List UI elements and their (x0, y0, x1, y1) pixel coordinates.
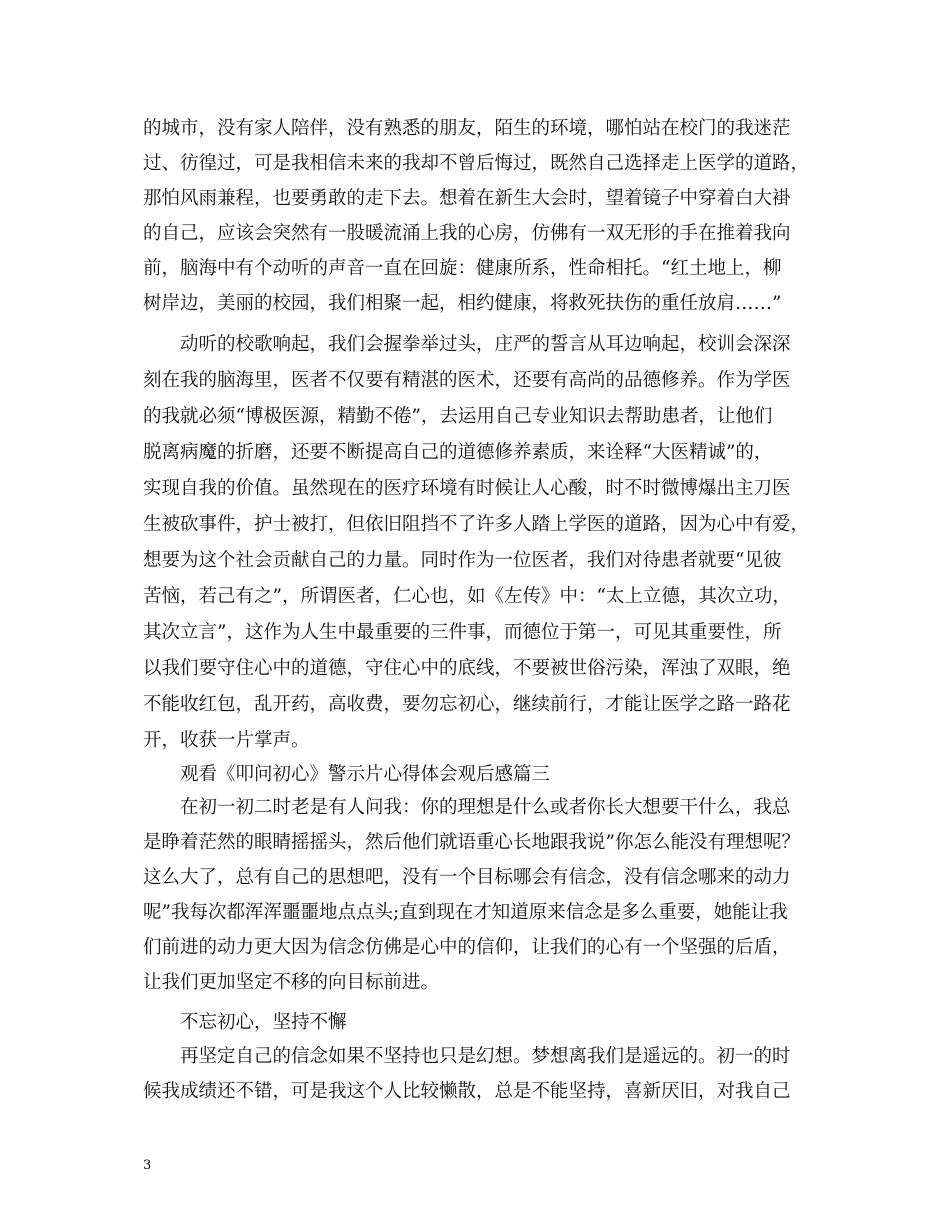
body-text-line: 是睁着茫然的眼睛摇摇头，然后他们就语重心长地跟我说”你怎么能没有理想呢？ (143, 832, 800, 853)
body-text-line: 那怕风雨兼程，也要勇敢的走下去。想着在新生大会时，望着镜子中穿着白大褂 (143, 188, 791, 209)
paragraph-start-line: 动听的校歌响起，我们会握拳举过头，庄严的誓言从耳边响起，校训会深深 (180, 334, 791, 355)
body-text-line: 这么大了，总有自己的思想吧，没有一个目标哪会有信念，没有信念哪来的动力 (143, 867, 791, 888)
body-text-line: 刻在我的脑海里，医者不仅要有精湛的医术，还要有高尚的品德修养。作为学医 (143, 370, 791, 391)
body-text-line: 其次立言”，这作为人生中最重要的三件事，而德位于第一，可见其重要性，所 (143, 622, 782, 643)
body-text-line: 实现自我的价值。虽然现在的医疗环境有时候让人心酸，时不时微博爆出主刀医 (143, 478, 791, 499)
body-text-line: 过、彷徨过，可是我相信未来的我却不曾后悔过，既然自己选择走上医学的道路， (143, 153, 810, 174)
body-text-line: 想要为这个社会贡献自己的力量。同时作为一位医者，我们对待患者就要“见彼 (143, 550, 782, 571)
body-text-line: 脱离病魔的折磨，还要不断提高自己的道德修养素质，来诠释“大医精诚”的， (143, 442, 773, 463)
body-text-line: 树岸边，美丽的校园，我们相聚一起，相约健康，将救死扶伤的重任放肩……” (143, 293, 782, 314)
body-text-line: 候我成绩还不错，可是我这个人比较懒散，总是不能坚持，喜新厌旧，对我自己 (143, 1081, 791, 1102)
body-text-line: 的自己，应该会突然有一股暖流涌上我的心房，仿佛有一双无形的手在推着我向 (143, 223, 791, 244)
body-text-line: 的城市，没有家人陪伴，没有熟悉的朋友，陌生的环境，哪怕站在校门的我迷茫 (143, 118, 791, 139)
body-text-line: 开，收获一片掌声。 (143, 730, 310, 751)
paragraph-start-line: 在初一初二时老是有人问我：你的理想是什么或者你长大想要干什么，我总 (180, 797, 791, 818)
body-text-line: 们前进的动力更大因为信念仿佛是心中的信仰，让我们的心有一个坚强的后盾， (143, 937, 791, 958)
section-heading: 观看《叩问初心》警示片心得体会观后感篇三 (180, 764, 551, 785)
paragraph-start-line: 再坚定自己的信念如果不坚持也只是幻想。梦想离我们是遥远的。初一的时 (180, 1046, 791, 1067)
page-number: 3 (143, 1158, 152, 1173)
body-text-line: 以我们要守住心中的道德，守住心中的底线，不要被世俗污染，浑浊了双眼，绝 (143, 658, 791, 679)
body-text-line: 让我们更加坚定不移的向目标前进。 (143, 972, 440, 993)
subheading-line: 不忘初心，坚持不懈 (180, 1012, 347, 1033)
body-text-line: 前，脑海中有个动听的声音一直在回旋：健康所系，性命相托。“红土地上，柳 (143, 258, 782, 279)
body-text-line: 苦恼，若己有之”，所谓医者，仁心也，如《左传》中：“太上立德，其次立功， (143, 586, 791, 607)
body-text-line: 呢”我每次都浑浑噩噩地点点头;直到现在才知道原来信念是多么重要，她能让我 (143, 902, 788, 923)
body-text-line: 生被砍事件，护士被打，但依旧阻挡不了许多人踏上学医的道路，因为心中有爱， (143, 514, 810, 535)
body-text-line: 的我就必须“博极医源，精勤不倦”，去运用自己专业知识去帮助患者，让他们 (143, 406, 773, 427)
body-text-line: 不能收红包，乱开药，高收费，要勿忘初心，继续前行，才能让医学之路一路花 (143, 694, 791, 715)
